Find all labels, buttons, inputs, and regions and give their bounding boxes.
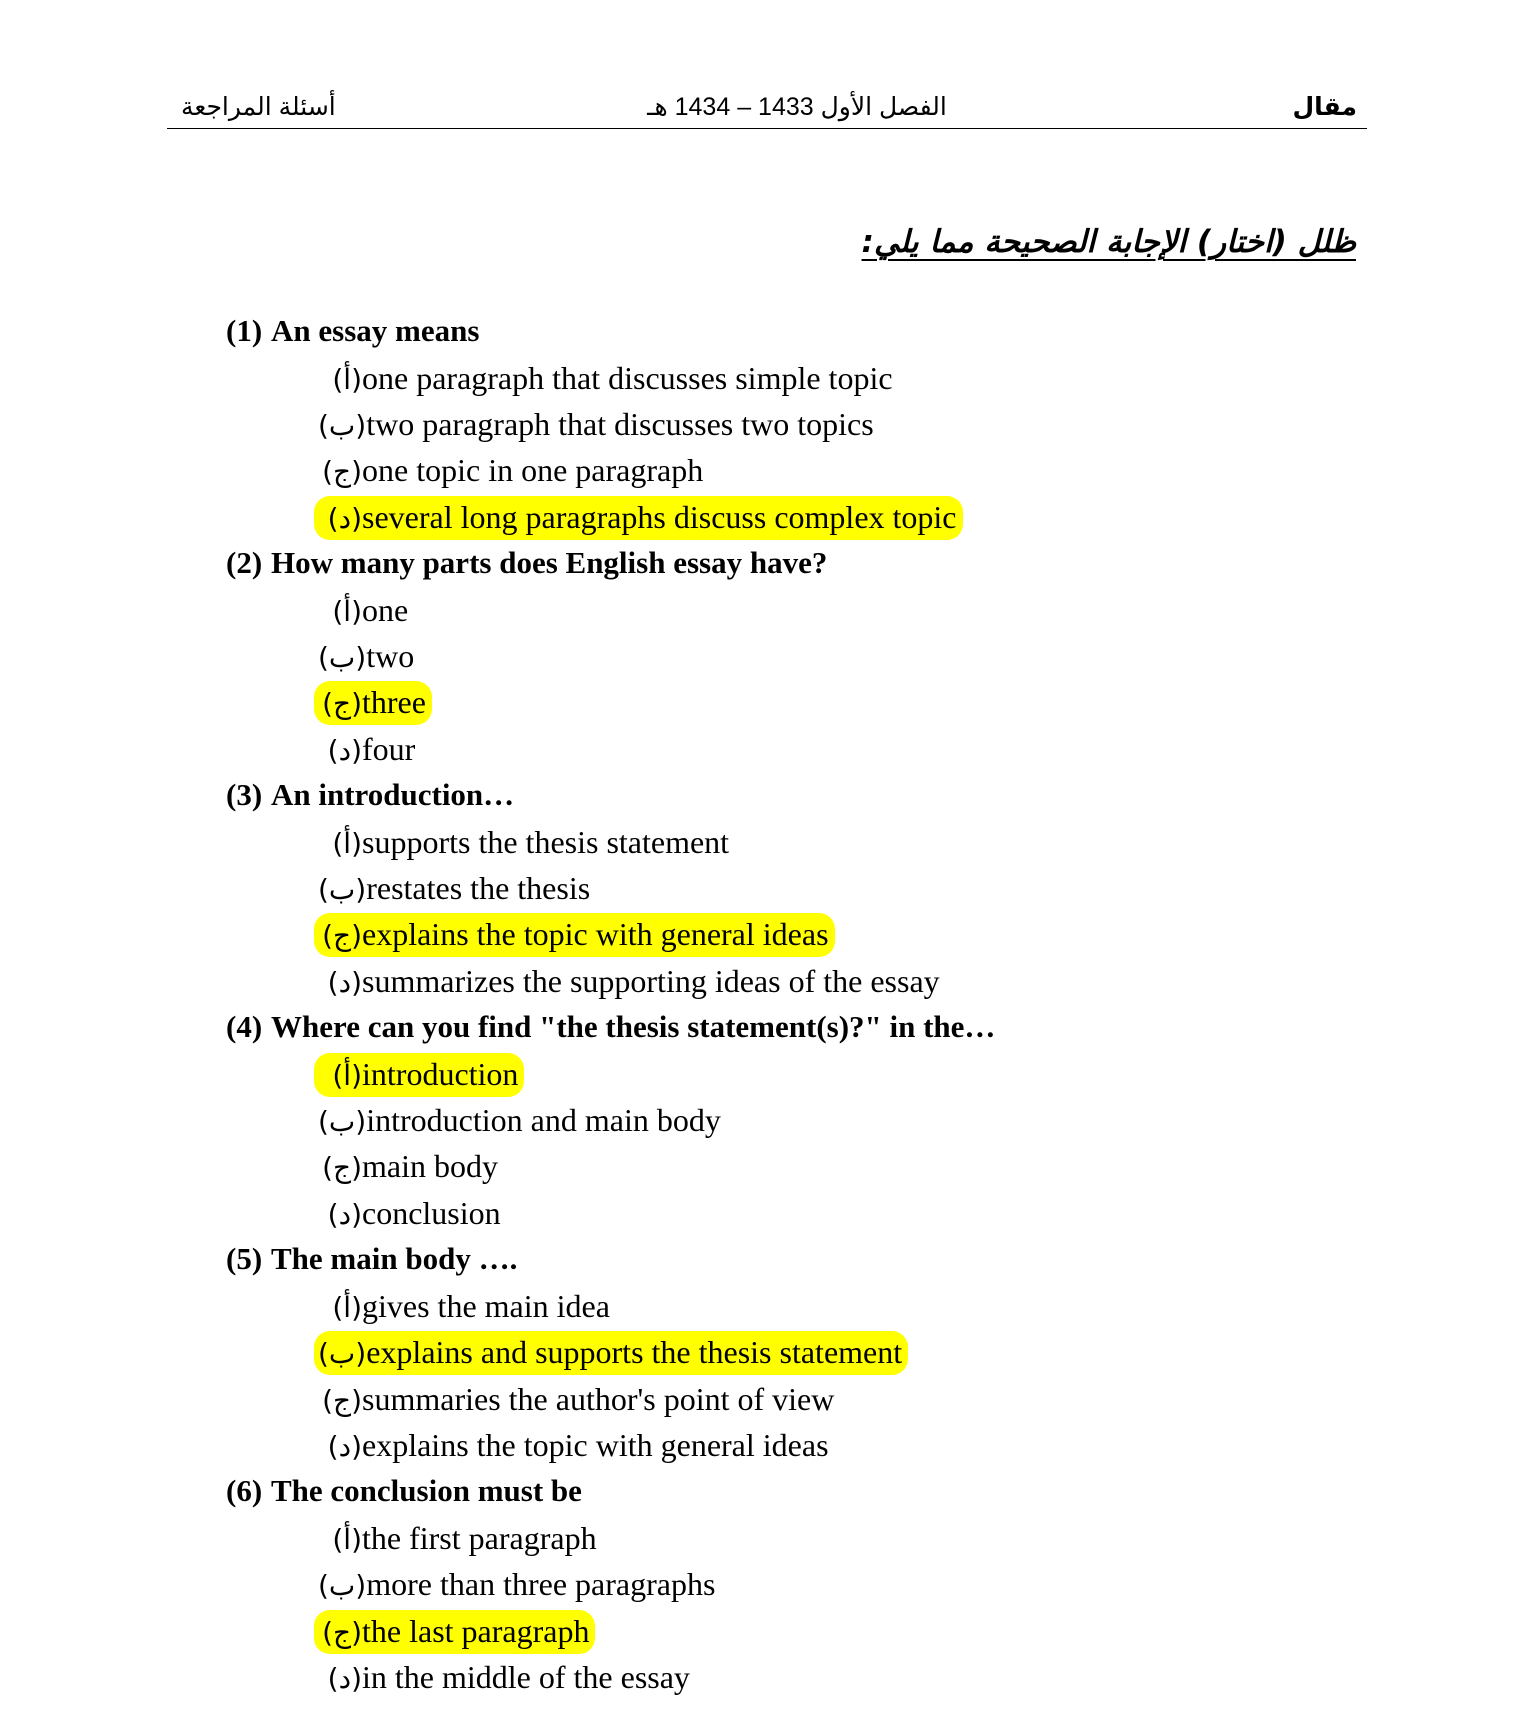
option-text: in the middle of the essay [362, 1658, 690, 1695]
option-label: (أ) [332, 1058, 362, 1092]
header-subject: مقال [1292, 93, 1357, 121]
question-number: (6) [226, 1473, 263, 1509]
option-label: (ج) [322, 455, 362, 489]
instruction-heading: ظلل (اختار) الإجابة الصحيحة مما يلي: [861, 224, 1356, 260]
question-stem: The main body …. [271, 1241, 518, 1277]
option-text: explains the topic with general ideas [362, 916, 829, 953]
option[interactable] [314, 1329, 1376, 1375]
option[interactable] [314, 587, 1376, 633]
option-label: (ب) [318, 408, 367, 442]
option[interactable] [314, 726, 1376, 772]
question-stem: Where can you find "the thesis statement(s)?" in the… [271, 1009, 996, 1045]
option[interactable] [314, 1608, 1376, 1654]
option-label: (د) [327, 501, 362, 535]
option-label: (أ) [332, 1522, 362, 1556]
question-text [226, 540, 1376, 587]
option-text: the first paragraph [362, 1519, 597, 1556]
question-number: (4) [226, 1009, 263, 1045]
option-text: two paragraph that discusses two topics [366, 405, 874, 442]
question-number: (3) [226, 777, 263, 813]
option[interactable] [314, 1051, 1376, 1097]
option-label: (أ) [332, 1290, 362, 1324]
option-label: (د) [327, 1661, 362, 1695]
option[interactable] [314, 1376, 1376, 1422]
question-4 [226, 1004, 1376, 1236]
question-text [226, 1236, 1376, 1283]
option[interactable] [314, 958, 1376, 1004]
option[interactable] [314, 1422, 1376, 1468]
option-text: one topic in one paragraph [362, 452, 704, 489]
question-2 [226, 540, 1376, 772]
option[interactable] [314, 1515, 1376, 1561]
question-number: (1) [226, 313, 263, 348]
option[interactable] [314, 1190, 1376, 1236]
option-label: (ب) [318, 640, 367, 674]
option[interactable] [314, 865, 1376, 911]
option-label: (د) [327, 1197, 362, 1231]
option-text: one paragraph that discusses simple topic [362, 359, 893, 396]
question-text [226, 772, 1376, 819]
question-list [226, 308, 1376, 1700]
option-text: summarizes the supporting ideas of the essay [362, 962, 940, 999]
option[interactable] [314, 633, 1376, 679]
option-label: (أ) [332, 362, 362, 396]
option[interactable] [314, 355, 1376, 401]
option-text: introduction [362, 1055, 519, 1092]
page-header [167, 88, 1367, 129]
option[interactable] [314, 401, 1376, 447]
option-text: more than three paragraphs [366, 1566, 716, 1603]
header-section-title: أسئلة المراجعة [181, 93, 336, 121]
option[interactable] [314, 1143, 1376, 1189]
option-label: (ب) [318, 1337, 367, 1371]
option[interactable] [314, 1561, 1376, 1607]
option-text: one [362, 591, 409, 628]
question-text [226, 1468, 1376, 1515]
option[interactable] [314, 819, 1376, 865]
option-text: four [362, 730, 416, 767]
option-text: two [366, 637, 415, 674]
option-label: (ج) [322, 1151, 362, 1185]
option[interactable] [314, 679, 1376, 725]
header-semester: الفصل الأول 1433 – 1434 هـ [647, 93, 947, 121]
option[interactable] [314, 1097, 1376, 1143]
question-6 [226, 1468, 1376, 1700]
option[interactable] [314, 1654, 1376, 1700]
option-label: (أ) [332, 826, 362, 860]
option-text: several long paragraphs discuss complex topic [362, 498, 957, 535]
question-text [226, 308, 1376, 355]
option-text: conclusion [362, 1194, 501, 1231]
option-label: (ج) [322, 1615, 362, 1649]
option-label: (ب) [318, 1569, 367, 1603]
option-label: (ب) [318, 1105, 367, 1139]
option[interactable] [314, 494, 1376, 540]
question-stem: How many parts does English essay have? [271, 545, 828, 581]
option-label: (ب) [318, 873, 367, 907]
option-label: (ج) [322, 687, 362, 721]
option[interactable] [314, 1283, 1376, 1329]
option[interactable] [314, 447, 1376, 493]
question-stem: The conclusion must be [271, 1473, 582, 1509]
option-text: restates the thesis [366, 870, 591, 907]
option[interactable] [314, 911, 1376, 957]
option-label: (د) [327, 733, 362, 767]
option-text: three [362, 684, 426, 721]
option-text: introduction and main body [366, 1102, 721, 1139]
option-label: (د) [327, 965, 362, 999]
question-stem: An introduction… [271, 777, 515, 813]
option-text: explains the topic with general ideas [362, 1426, 829, 1463]
option-label: (ج) [322, 1383, 362, 1417]
question-5 [226, 1236, 1376, 1468]
option-label: (أ) [332, 594, 362, 628]
question-text [226, 1004, 1376, 1051]
question-number: (2) [226, 545, 263, 581]
option-label: (د) [327, 1429, 362, 1463]
option-label: (ج) [322, 919, 362, 953]
option-text: explains and supports the thesis statement [366, 1334, 903, 1371]
option-text: main body [362, 1148, 498, 1185]
option-text: summaries the author's point of view [362, 1380, 835, 1417]
question-1 [226, 308, 1376, 540]
option-text: supports the thesis statement [362, 823, 730, 860]
option-text: the last paragraph [362, 1612, 590, 1649]
question-3 [226, 772, 1376, 1004]
question-stem: An essay means [271, 313, 480, 348]
option-text: gives the main idea [362, 1287, 610, 1324]
question-number: (5) [226, 1241, 263, 1277]
